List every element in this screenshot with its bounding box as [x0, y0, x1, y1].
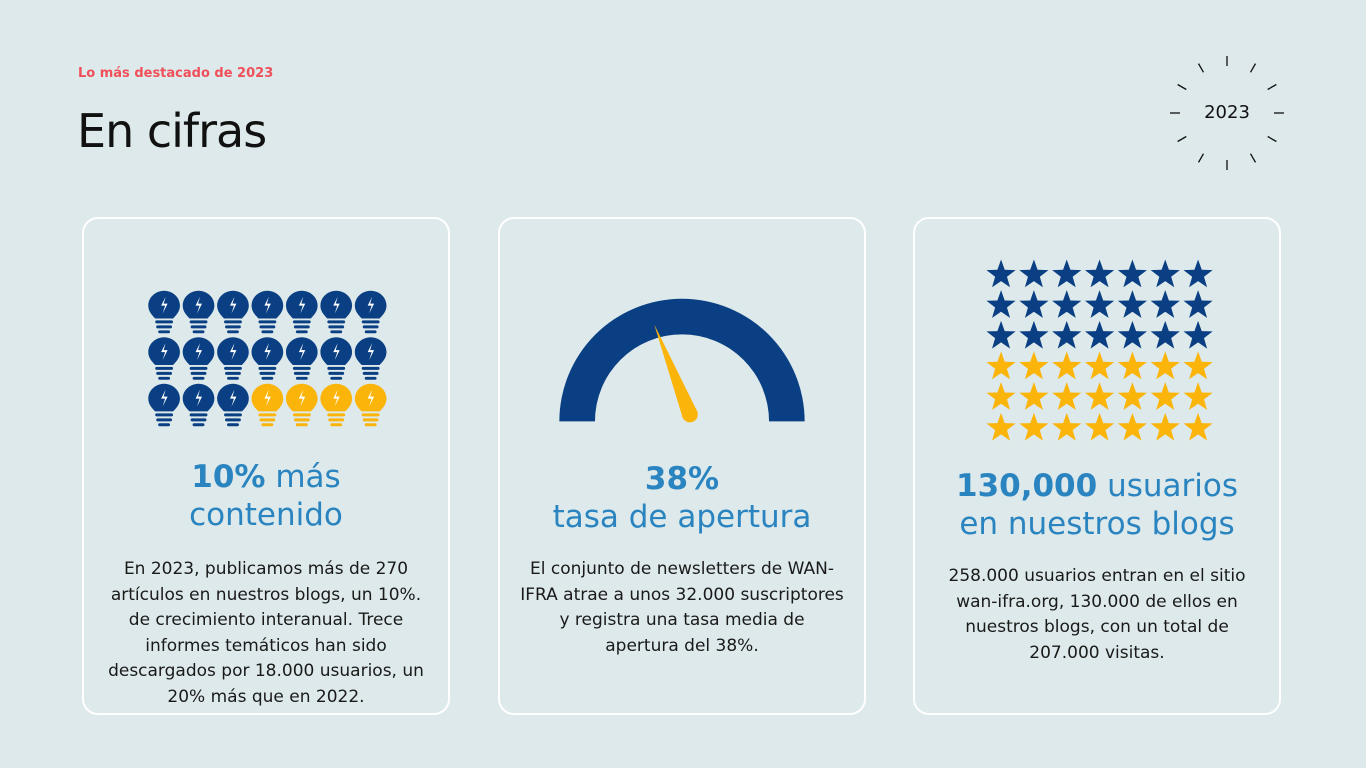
star-icon [1184, 352, 1213, 380]
sunburst-ray [1268, 85, 1277, 90]
star-icon [1151, 382, 1180, 410]
star-icon [1118, 382, 1147, 410]
star-icon [986, 413, 1015, 441]
star-icon [1019, 321, 1048, 349]
lightbulb-icon [148, 384, 180, 427]
lightbulb-icon [217, 337, 249, 380]
star-icon [1118, 352, 1147, 380]
sunburst-ray [1251, 64, 1256, 73]
headline-rest: más [275, 459, 341, 495]
lightbulb-icon [320, 384, 352, 427]
star-icon [1085, 321, 1114, 349]
headline-line2: tasa de apertura [552, 499, 812, 535]
headline-strong: 38% [644, 461, 720, 497]
lightbulb-icon [286, 384, 318, 427]
star-icon [986, 260, 1015, 288]
lightbulb-icon [252, 384, 284, 427]
page-title: En cifras [77, 104, 267, 158]
card-open-rate [498, 217, 866, 715]
lightbulb-icon [148, 337, 180, 380]
lightbulb-icon [183, 291, 215, 334]
star-icon [1184, 382, 1213, 410]
gauge-needle [654, 324, 698, 422]
star-icon [1118, 321, 1147, 349]
star-icon [1019, 382, 1048, 410]
lightbulb-icon [183, 337, 215, 380]
star-icon [1019, 260, 1048, 288]
headline-open-rate [500, 460, 864, 536]
star-icon [1085, 260, 1114, 288]
star-icon [1151, 413, 1180, 441]
sunburst-ray [1251, 154, 1256, 163]
headline-line2: contenido [189, 497, 343, 533]
card-description: 258.000 usuarios entran en el sitio wan-ifra.org, 130.000 de ellos en nuestros blogs, con un total de 207.000 visitas. [948, 566, 1246, 663]
headline-line2: en nuestros blogs [959, 506, 1235, 542]
sunburst-ray [1178, 85, 1187, 90]
star-grid [915, 257, 1279, 447]
star-icon [1052, 413, 1081, 441]
lightbulb-icon [217, 384, 249, 427]
headline-content-growth [84, 458, 448, 534]
card-content-growth [82, 217, 450, 715]
badge-year: 2023 [1204, 102, 1250, 123]
lightbulb-icon [148, 291, 180, 334]
gauge-chart [500, 295, 864, 435]
card-blog-users [913, 217, 1281, 715]
headline-rest: usuarios [1107, 468, 1238, 504]
sunburst-ray [1268, 137, 1277, 142]
year-badge [1167, 55, 1287, 175]
star-icon [986, 321, 1015, 349]
star-icon [1184, 413, 1213, 441]
lightbulb-icon [286, 337, 318, 380]
star-icon [1085, 413, 1114, 441]
lightbulb-icon [320, 337, 352, 380]
sunburst-ray [1199, 154, 1204, 163]
lightbulb-grid [84, 287, 448, 433]
headline-blog-users [915, 467, 1279, 543]
star-icon [1052, 260, 1081, 288]
star-icon [1085, 352, 1114, 380]
headline-strong: 10% [191, 459, 266, 495]
star-icon [1184, 290, 1213, 318]
star-icon [1052, 382, 1081, 410]
lightbulb-icon [355, 337, 387, 380]
lightbulb-icon [320, 291, 352, 334]
star-icon [1184, 260, 1213, 288]
sunburst-ray [1178, 137, 1187, 142]
star-icon [1052, 352, 1081, 380]
headline-strong: 130,000 [956, 468, 1098, 504]
star-icon [986, 290, 1015, 318]
star-icon [1151, 260, 1180, 288]
star-icon [1019, 352, 1048, 380]
star-icon [986, 352, 1015, 380]
star-icon [1019, 413, 1048, 441]
star-icon [1151, 321, 1180, 349]
lightbulb-icon [183, 384, 215, 427]
star-icon [1118, 290, 1147, 318]
lightbulb-icon [286, 291, 318, 334]
star-icon [1184, 321, 1213, 349]
star-icon [1118, 413, 1147, 441]
lightbulb-icon [355, 384, 387, 427]
card-description: En 2023, publicamos más de 270 artículos en nuestros blogs, un 10%. de crecimiento interanual. Trece informes temáticos han sido descargados por 18.000 usuarios, un 20% más que en 2022. [108, 559, 424, 707]
star-icon [1151, 290, 1180, 318]
lightbulb-icon [217, 291, 249, 334]
lightbulb-icon [252, 291, 284, 334]
eyebrow-label: Lo más destacado de 2023 [78, 66, 274, 81]
star-icon [986, 382, 1015, 410]
star-icon [1085, 290, 1114, 318]
star-icon [1118, 260, 1147, 288]
lightbulb-icon [252, 337, 284, 380]
card-description: El conjunto de newsletters de WAN-IFRA atrae a unos 32.000 suscriptores y registra una tasa media de apertura del 38%. [520, 559, 844, 656]
star-icon [1085, 382, 1114, 410]
star-icon [1052, 290, 1081, 318]
star-icon [1151, 352, 1180, 380]
star-icon [1019, 290, 1048, 318]
lightbulb-icon [355, 291, 387, 334]
star-icon [1052, 321, 1081, 349]
sunburst-ray [1199, 64, 1204, 73]
